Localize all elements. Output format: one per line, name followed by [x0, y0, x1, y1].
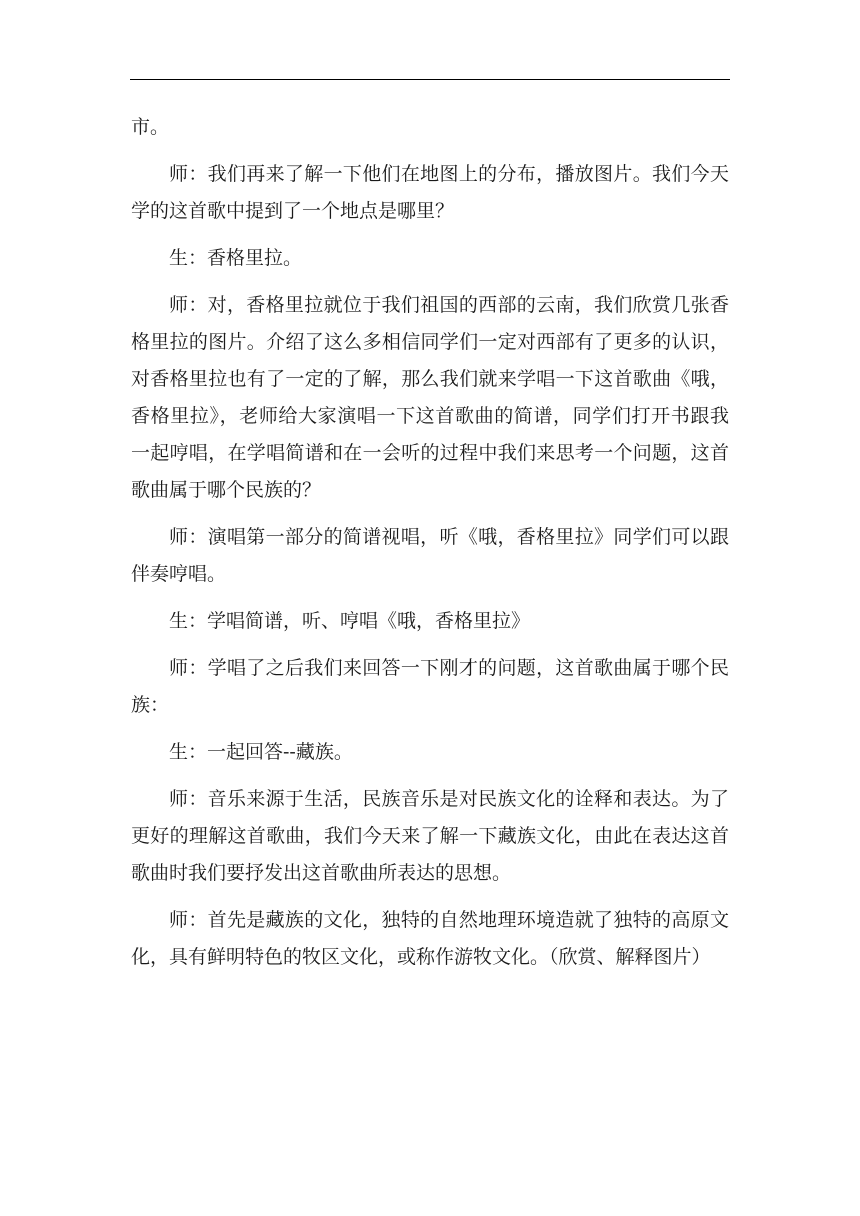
paragraph: 生：香格里拉。 [169, 247, 303, 269]
document-body [131, 109, 729, 986]
paragraph: 师：我们再来了解一下他们在地图上的分布，播放图片。我们今天学的这首歌中提到了一个地点是哪里？ [131, 163, 729, 222]
paragraph: 师：学唱了之后我们来回答一下刚才的问题，这首歌曲属于哪个民族： [131, 657, 729, 716]
paragraph: 师：演唱第一部分的简谱视唱，听《哦，香格里拉》同学们可以跟伴奏哼唱。 [131, 526, 729, 585]
header-rule [130, 79, 730, 80]
paragraph: 师：首先是藏族的文化，独特的自然地理环境造就了独特的高原文化，具有鲜明特色的牧区文化，或称作游牧文化。（欣赏、解释图片） [131, 909, 729, 968]
paragraph: 生：学唱简谱，听、哼唱《哦，香格里拉》 [169, 610, 531, 632]
paragraph: 市。 [131, 116, 170, 138]
paragraph: 师：音乐来源于生活，民族音乐是对民族文化的诠释和表达。为了更好的理解这首歌曲，我们今天来了解一下藏族文化，由此在表达这首歌曲时我们要抒发出这首歌曲所表达的思想。 [131, 788, 729, 884]
paragraph: 生：一起回答--藏族。 [169, 741, 353, 763]
paragraph: 师：对，香格里拉就位于我们祖国的西部的云南，我们欣赏几张香格里拉的图片。介绍了这么多相信同学们一定对西部有了更多的认识，对香格里拉也有了一定的了解，那么我们就来学唱一下这首歌曲《哦，香格里拉》，老师给大家演唱一下这首歌曲的简谱，同学们打开书跟我一起哼唱，在学唱简谱和在一会听的过程中我们来思考一个问题，这首歌曲属于哪个民族的？ [131, 294, 729, 501]
